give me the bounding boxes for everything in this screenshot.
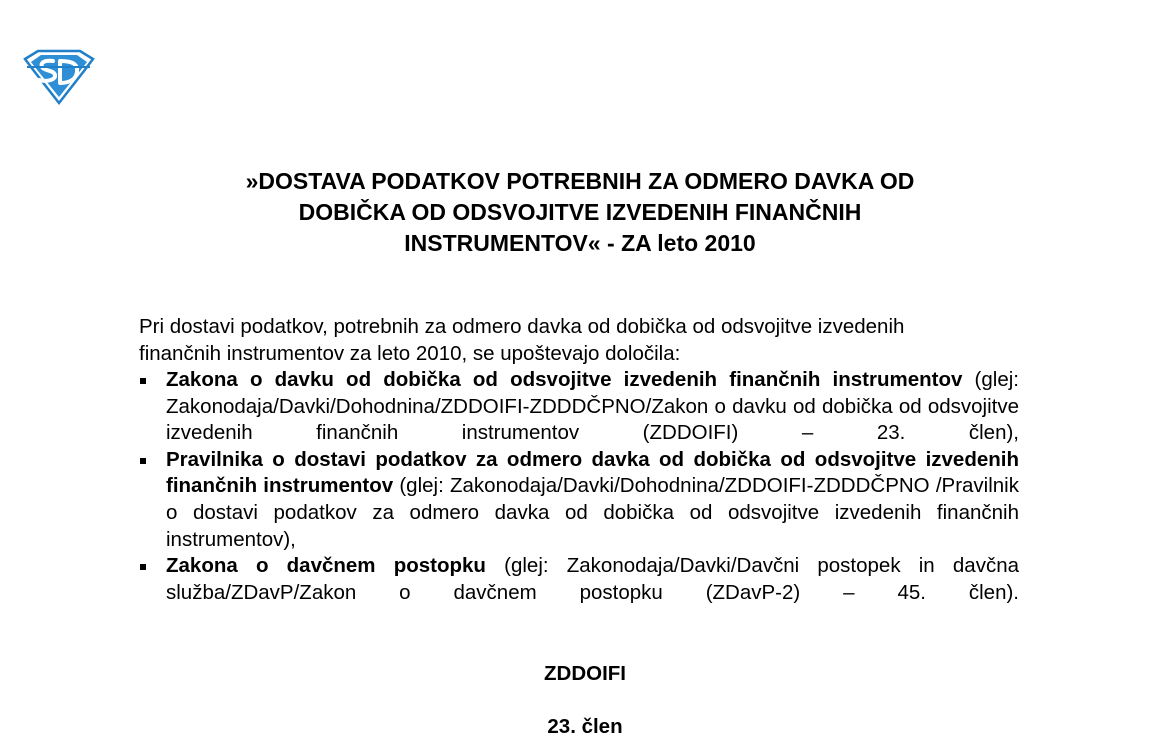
list-item-reference: (glej: Zakonodaja/Davki/Davčni postopek in: [504, 554, 935, 578]
list-item-reference-end: odsvojitve izvedenih finančnih instrumentov),: [166, 500, 1019, 551]
section-law-heading: ZDDOIFI: [544, 662, 626, 685]
intro-line-2: finančnih instrumentov za leto 2010, se upoštevajo določila:: [139, 341, 681, 365]
square-bullet-icon: [140, 458, 146, 464]
document-title: [140, 166, 1020, 259]
logo: [22, 49, 96, 105]
list-item-law-name: Zakona o davku od dobička od odsvojitve izvedenih finančnih instrumentov: [166, 368, 963, 391]
title-line-3: INSTRUMENTOV« - ZA leto 2010: [404, 230, 756, 256]
title-line-2: DOBIČKA OD ODSVOJITVE IZVEDENIH FINANČNIH: [298, 199, 862, 225]
title-line-1: »DOSTAVA PODATKOV POTREBNIH ZA ODMERO DAVKA OD: [245, 168, 915, 194]
square-bullet-icon: [140, 378, 146, 384]
sd-shield-logo-icon: [22, 49, 96, 105]
list-item-reference-end: davčna služba/ZDavP/Zakon o davčnem postopku (ZDavP-2) – 45. člen).: [166, 554, 1020, 604]
list-item: [139, 553, 1019, 606]
intro-line-1: Pri dostavi podatkov, potrebnih za odmero davka od dobička od odsvojitve izvedenih: [139, 315, 905, 338]
list-item: [139, 367, 1019, 447]
list-item-reference: (glej: Zakonodaja/Davki/Dohodnina/ZDDOIFI-ZDDDČPNO /Pravilnik o dostavi podatkov za odmero davka od dobička od: [166, 474, 1019, 524]
list-item-law-name: Pravilnika o dostavi podatkov za odmero davka od dobička od odsvojitve izvedenih finančnih instrumentov: [166, 447, 1019, 498]
section-article-heading: 23. člen: [547, 715, 623, 738]
intro-paragraph: [139, 314, 1019, 367]
list-item: [139, 447, 1019, 553]
legal-references-list: [139, 367, 1019, 606]
list-item-reference-end: dobička od odsvojitve izvedenih finančnih instrumentov (ZDDOIFI) – 23. člen),: [166, 394, 1020, 445]
list-item-reference: (glej: Zakonodaja/Davki/Dohodnina/ZDDOIFI-ZDDDČPNO/Zakon o davku od: [166, 368, 1019, 418]
square-bullet-icon: [140, 564, 146, 570]
list-item-law-name: Zakona o davčnem postopku: [166, 554, 486, 578]
